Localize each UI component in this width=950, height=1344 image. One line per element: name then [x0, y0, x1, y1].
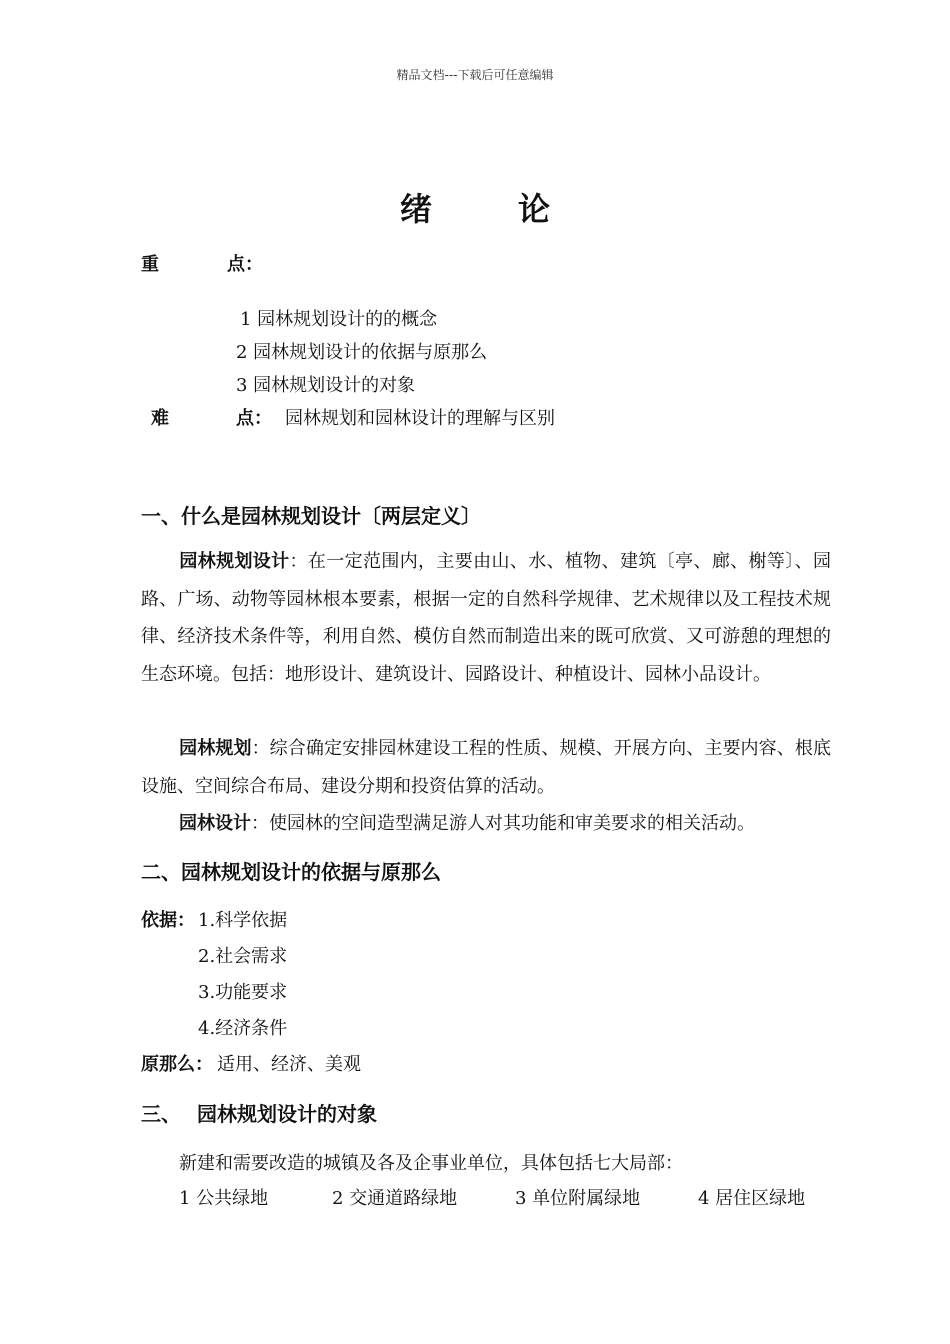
paragraph-1-text: ：在一定范围内，主要由山、水、植物、建筑〔亭、廊、榭等〕、园路、广场、动物等园林根本要素，根据一定的自然科学规律、艺术规律以及工程技术规律、经济技术条件等，利用自然、模仿自然而制造出来的既可欣赏、又可游憩的理想的生态环境。包括：地形设计、建筑设计、园路设计、种植设计、园林小品设计。	[141, 551, 832, 685]
basis-item-2: 2.社会需求	[198, 946, 288, 967]
key-points-label-b: 点：	[227, 254, 263, 275]
paragraph-3-text: ：使园林的空间造型满足游人对其功能和审美要求的相关活动。	[251, 813, 755, 834]
basis-item-4: 4.经济条件	[198, 1018, 288, 1039]
object-item-2: 2 交通道路绿地	[332, 1188, 458, 1209]
key-point-item-3: 3 园林规划设计的对象	[236, 375, 416, 396]
title-char-1: 绪	[399, 190, 432, 228]
paragraph-2-text: ：综合确定安排园林建设工程的性质、规模、开展方向、主要内容、根底设施、空间综合布局、建设分期和投资估算的活动。	[141, 738, 832, 797]
basis-item-3: 3.功能要求	[198, 982, 288, 1003]
section-3-heading-number: 三、	[141, 1102, 181, 1126]
difficulty-text: 园林规划和园林设计的理解与区别	[285, 408, 555, 429]
term-landscape-planning-design: 园林规划设计	[179, 551, 290, 572]
page-title	[0, 184, 950, 230]
object-item-1: 1 公共绿地	[179, 1188, 269, 1209]
object-item-4: 4 居住区绿地	[698, 1188, 806, 1209]
basis-label: 依据：	[141, 910, 195, 931]
section-3-heading-text: 园林规划设计的对象	[197, 1102, 377, 1126]
section-1-paragraph-3	[141, 805, 831, 843]
principle-label: 原那么：	[141, 1054, 213, 1075]
key-point-item-2: 2 园林规划设计的依据与原那么	[236, 342, 488, 363]
title-char-2: 论	[518, 190, 551, 228]
page-header: 精品文档---下载后可任意编辑	[396, 68, 554, 82]
term-landscape-design: 园林设计	[179, 813, 251, 834]
principle-text: 适用、经济、美观	[217, 1054, 361, 1075]
term-landscape-planning: 园林规划	[179, 738, 252, 759]
key-point-item-1: 1 园林规划设计的的概念	[240, 309, 438, 330]
difficulty-label-b: 点：	[236, 408, 272, 429]
section-1-paragraph-2	[141, 730, 831, 805]
section-1-heading: 一、什么是园林规划设计〔两层定义〕	[141, 504, 481, 528]
basis-item-1: 1.科学依据	[198, 910, 288, 931]
difficulty-label-a: 难	[151, 408, 169, 429]
key-points-label-a: 重	[141, 254, 159, 275]
section-3-intro: 新建和需要改造的城镇及各及企事业单位，具体包括七大局部：	[179, 1153, 683, 1174]
section-1-paragraph-1	[141, 543, 831, 693]
object-item-3: 3 单位附属绿地	[515, 1188, 641, 1209]
section-2-heading: 二、园林规划设计的依据与原那么	[141, 860, 441, 884]
